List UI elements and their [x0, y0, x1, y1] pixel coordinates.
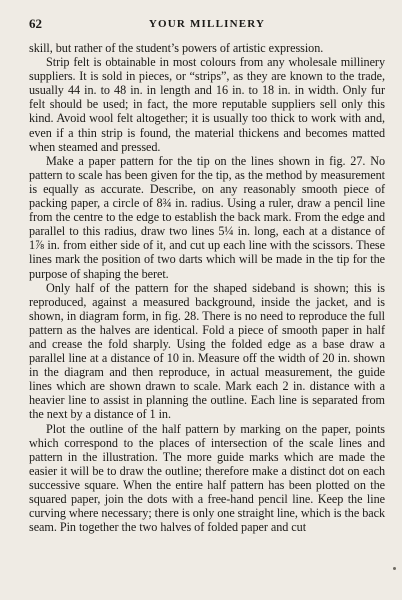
- running-head: [29, 13, 385, 35]
- running-title: YOUR MILLINERY: [148, 18, 266, 30]
- page-number: 62: [29, 16, 42, 31]
- body-text: [29, 41, 385, 534]
- page-mark-dot: [393, 567, 396, 570]
- paragraph-strip-felt: Strip felt is obtainable in most colours from any wholesale millinery suppliers. It is sold in pieces, or “strips”, as they are known to the trade, usually 44 in. to 48 in. in length and 16 in. to 18 in. in width. Only fur felt should be used; in fact, the more reputable suppliers sell only this kind. Avoid wool felt altogether; it is usually too thick to work with and, even if a thin strip is found, the material thickens and becomes matted when steamed and pressed.: [29, 55, 385, 154]
- paragraph-plot-outline: Plot the outline of the half pattern by marking on the paper, points which correspond to the places of intersection of the scale lines and pattern in the illustration. The more guide marks which are made the easier it will be to draw the outline; therefore make a distinct dot on each successive square. When the entire half pattern has been plotted on the squared paper, join the dots with a free-hand pencil line. Keep the line curving where necessary; there is only one straight line, which is the back seam. Pin together the two halves of folded paper and cut: [29, 421, 386, 535]
- paragraph-continued: skill, but rather of the student’s powers of artistic expression.: [29, 41, 324, 55]
- paragraph-sideband-pattern: Only half of the pattern for the shaped sideband is shown; this is reproduced, against a measured background, inside the jacket, and is shown, in diagram form, in fig. 28. There is no need to reproduce the full pattern as the halves are identical. Fold a piece of smooth paper in half and crease the fold sharply. Using the folded edge as a base draw a parallel line at a distance of 10 in. Measure off the width of 20 in. shown in the diagram and then reproduce, in actual measurement, the guide lines which are shown drawn to scale. Mark each 2 in. distance with a heavier line to assist in planning the outline. Each line is separated from the next by a distance of 1 in.: [29, 280, 385, 422]
- paragraph-tip-pattern: Make a paper pattern for the tip on the lines shown in fig. 27. No pattern to scale has been given for the tip, as the method by measurement is equally as accurate. Describe, on any reasonably smooth piece of packing paper, a circle of 8¾ in. radius. Using a ruler, draw a pencil line from the centre to the edge to establish the back mark. From the edge and parallel to this radius, draw two lines 5¼ in. long, each at a distance of 1⅞ in. from either side of it, and cut up each line with the scissors. These lines mark the position of two darts which will be made in the tip for the purpose of shaping the beret.: [29, 153, 385, 281]
